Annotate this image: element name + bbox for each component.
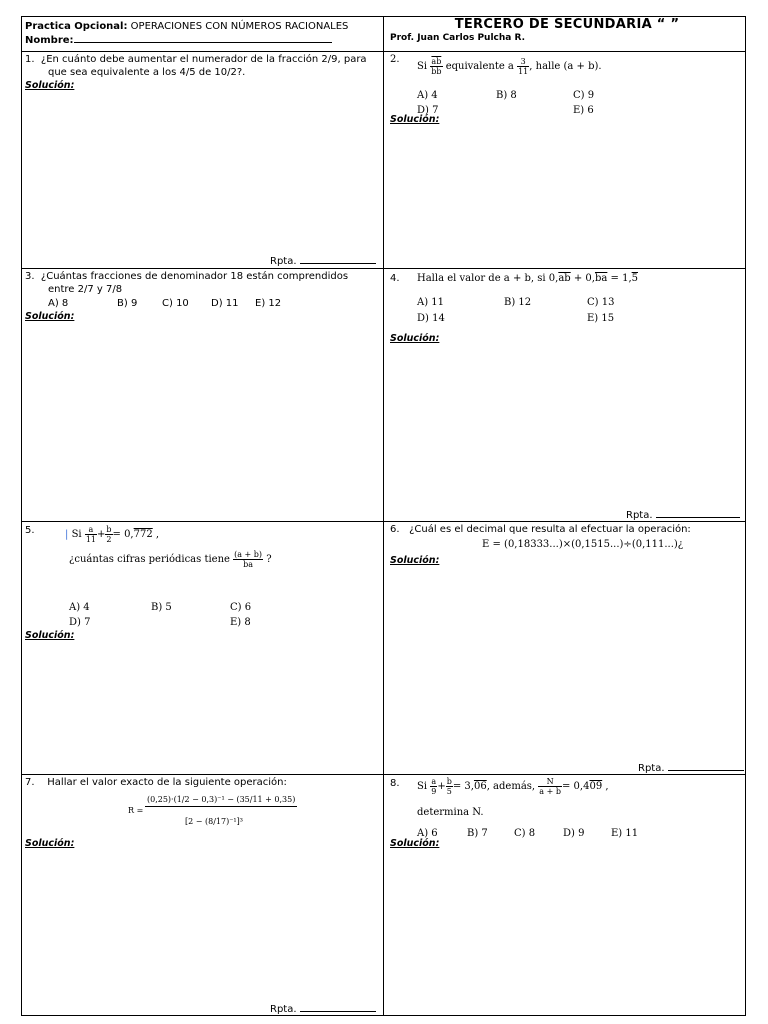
solution-label: Solución: [25,80,75,91]
q4-option-b: B) 12 [504,297,532,308]
q8-determine: determina N. [417,807,484,818]
header-right [390,18,744,45]
q5-number: 5. [25,525,35,536]
q2-frac-num: $\overline{ab}$ [431,57,442,66]
teacher-name: Prof. Juan Carlos Pulcha R. [390,33,525,43]
q2-frac2-num: 3 [517,57,529,67]
q8-eq1: = 3, [452,781,474,792]
q4-plus: + 0, [570,273,595,284]
q1-text: ¿En cuánto debe aumentar el numerador de la fracción 2/9, para [40,54,367,65]
solution-label: Solución: [25,630,75,641]
solution-label: Solución: [25,311,75,322]
q2-mid: equivalente a [445,61,514,72]
q4-option-e: E) 15 [587,313,615,324]
question-3 [25,270,380,323]
answer-line [638,761,744,774]
question-7 [25,776,380,850]
q4-option-c: C) 13 [587,297,615,308]
q7-text: Hallar el valor exacto de la siguiente operación: [47,777,287,788]
q8-period2: 09 [589,781,603,792]
q8-9: 9 [431,787,437,796]
q4-eq: = 1, [607,273,632,284]
answer-line [270,1002,376,1015]
q8-N: N [538,777,562,787]
q4-option-d: D) 14 [417,313,445,324]
q5-si: Si [71,529,82,540]
q5-2: 2 [106,535,112,544]
q1-text-2: que sea equivalente a los 4/5 de 10/2?. [48,67,246,78]
question-4 [390,271,745,344]
q7-R: R = [128,806,144,815]
q6-expression: E = (0,18333...)×(0,1515...)÷(0,111...)¿ [482,539,684,550]
q3-option-c: C) 10 [162,298,189,309]
q2-number: 2. [390,54,400,65]
q1-number: 1. [25,54,35,65]
q2-option-d: D) 7 [417,105,439,116]
rpta-label: Rpta. [270,1004,297,1015]
q5-frac-num: (a + b) [234,550,263,559]
q3-text-2: entre 2/7 y 7/8 [48,284,123,295]
q6-number: 6. [390,524,400,535]
q2-end: , halle (a + b). [529,61,602,72]
rpta-label: Rpta. [638,763,665,774]
q8-a: a [431,777,437,786]
q8-option-c: C) 8 [514,828,536,839]
answer-line [270,254,376,267]
header-title: OPERACIONES CON NÚMEROS RACIONALES [130,21,349,32]
question-8: 8. Si $\frac{a}{9}$ + $\frac{b}{5}$ = 3,06, además, $\frac{N}{a + b}$ = 0,409 , determina N. A) 6 B) 7 C) 8 D) 9 E) 11 Solución: [390,777,639,849]
header-left [25,20,380,47]
solution-label: Solución: [390,333,440,344]
q6-text: ¿Cuál es el decimal que resulta al efectuar la operación: [409,524,691,535]
q4-ba: $\overline{ba}$ [594,273,608,284]
q7-denominator: [2 − (8/17)⁻¹]³ [185,817,243,826]
question-2 [390,53,745,123]
q4-ab: $\overline{ab}$ [558,273,571,284]
q8-option-e: E) 11 [611,828,639,839]
grade-title: TERCERO DE SECUNDARIA “ ” [454,17,680,32]
solution-label: Solución: [390,114,440,125]
answer-line [626,508,740,521]
q2-option-b: B) 8 [496,90,517,101]
question-1 [25,53,380,92]
question-5: 5. | Si $\frac{a}{11}$ + $\frac{b}{2}$ = 0,772 , ¿cuántas cifras periódicas tiene $\frac{(a + b)}{ba}$ ? A) 4 B) 5 C) 6 D) 7 E) 8 Solución: [25,525,272,641]
name-line [74,33,332,43]
q5-qmark: ? [266,554,272,565]
q7-numerator: (0,25)·(1/2 − 0,3)⁻¹ − (35/11 + 0,35) [145,793,297,807]
q5-a: a [85,525,97,535]
q4-number: 4. [390,273,400,284]
q2-option-a: A) 4 [417,90,438,101]
q5-period: 772 [133,529,153,540]
rpta-label: Rpta. [626,510,653,521]
q2-si: Si [417,61,428,72]
q3-option-b: B) 9 [117,298,138,309]
solution-label: Solución: [390,838,440,849]
q4-five: 5 [631,273,638,284]
name-label: Nombre: [25,35,74,46]
q8-5: 5 [446,787,452,796]
q2-frac2-den: 11 [518,67,529,76]
q8-option-b: B) 7 [467,828,488,839]
q2-option-e: E) 6 [573,105,594,116]
q8-ademas: , además, [486,781,536,792]
q5-question: ¿cuántas cifras periódicas tiene [69,554,230,565]
q3-number: 3. [25,271,35,282]
solution-label: Solución: [25,838,75,849]
q2-frac-den: bb [431,67,442,76]
q8-option-a: A) 6 [417,828,438,839]
q5-option-d: D) 7 [69,617,91,628]
q5-b: b [106,525,112,534]
worksheet [21,16,746,1016]
q4-option-a: A) 11 [417,297,445,308]
q5-11: 11 [85,535,96,544]
rpta-label: Rpta. [270,256,297,267]
q8-option-d: D) 9 [563,828,585,839]
q5-option-e: E) 8 [230,617,251,628]
solution-label: Solución: [390,555,440,566]
q8-apb: a + b [539,787,561,796]
question-6 [390,523,745,567]
q5-frac-den: ba [243,560,254,569]
q5-option-b: B) 5 [151,602,172,613]
q8-si: Si [417,781,428,792]
q3-option-e: E) 12 [255,298,282,309]
q2-option-c: C) 9 [573,90,595,101]
q8-b: b [446,777,452,786]
q8-number: 8. [390,778,400,789]
q5-eq: = 0, [112,529,134,540]
header-label: Practica Opcional: [25,21,128,32]
q7-number: 7. [25,777,35,788]
q5-option-a: A) 4 [69,602,90,613]
q8-period1: 06 [473,781,487,792]
q8-eq2: = 0,4 [561,781,590,792]
q4-text: Halla el valor de a + b, si 0, [417,273,559,284]
q3-text: ¿Cuántas fracciones de denominador 18 están comprendidos [40,271,349,282]
q5-option-c: C) 6 [230,602,252,613]
q3-option-d: D) 11 [211,298,239,309]
q3-option-a: A) 8 [48,298,69,309]
column-divider [383,17,384,1015]
